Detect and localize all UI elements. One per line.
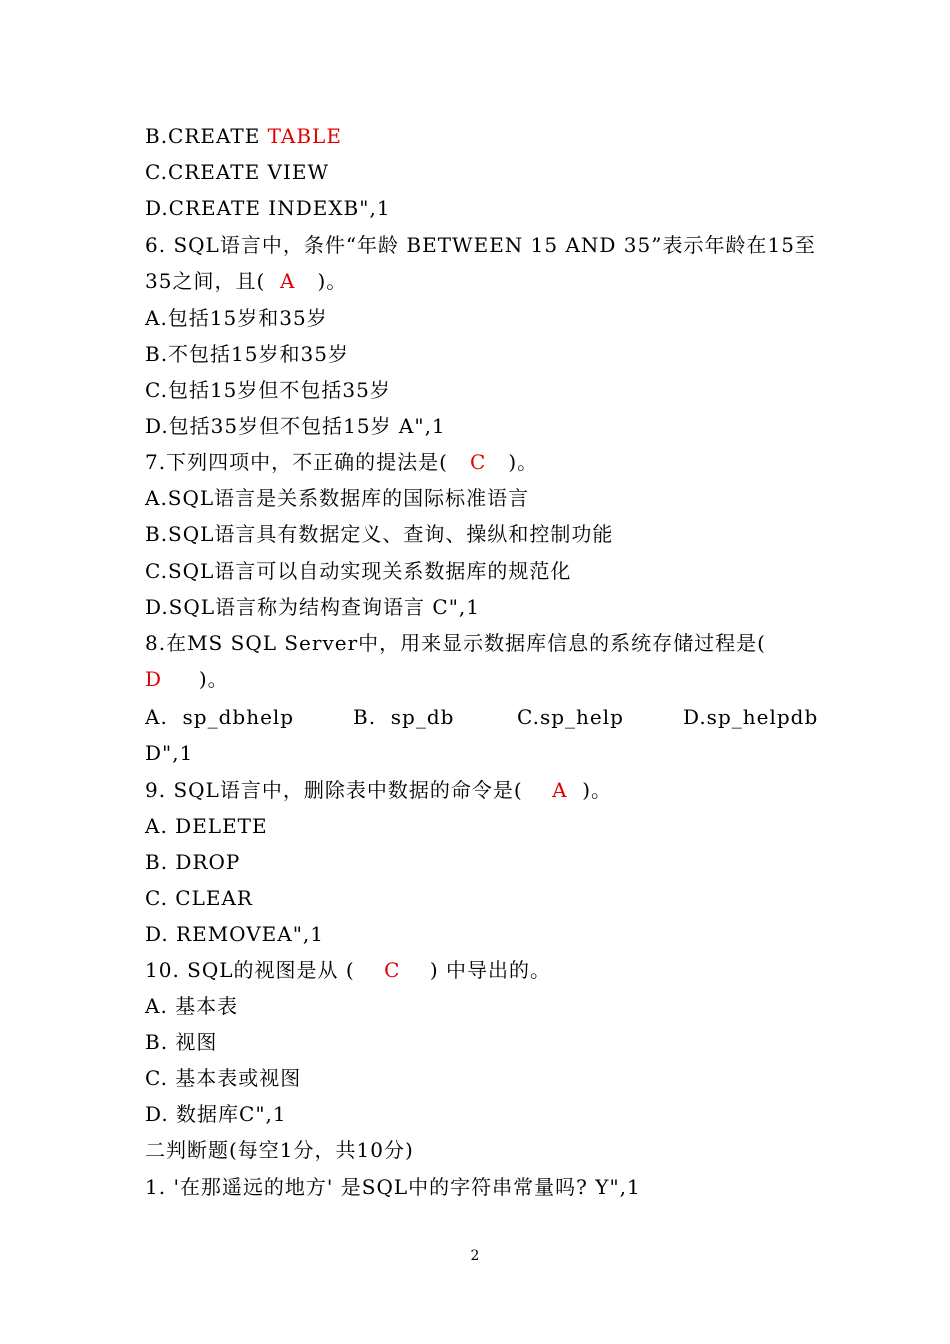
option-c: C.sp_help — [517, 705, 624, 729]
option-line: C.包括15岁但不包括35岁 — [145, 378, 391, 402]
judgment-question-1: 1. '在那遥远的地方' 是SQL中的字符串常量吗? Y",1 — [145, 1175, 641, 1199]
answer-mark: C — [469, 450, 487, 474]
option-line: A.包括15岁和35岁 — [145, 306, 328, 330]
option-line: A.SQL语言是关系数据库的国际标准语言 — [145, 486, 530, 510]
question-text: 9. SQL语言中，删除表中数据的命令是( — [145, 778, 553, 802]
question-7 — [145, 450, 538, 474]
option-line: A. 基本表 — [145, 994, 239, 1018]
option-line: D. 数据库C",1 — [145, 1102, 287, 1126]
option-line: D.CREATE INDEXB",1 — [145, 196, 391, 220]
option-line: B.不包括15岁和35岁 — [145, 342, 349, 366]
question-6: 6. SQL语言中，条件“年龄 BETWEEN 15 AND 35”表示年龄在15至 — [145, 233, 816, 257]
page-number: 2 — [470, 1248, 480, 1264]
option-text: B.CREATE — [145, 124, 268, 148]
option-line: A. DELETE — [145, 814, 268, 838]
option-line: B. 视图 — [145, 1030, 218, 1054]
question-8-cont — [145, 667, 229, 691]
question-6-cont — [145, 269, 347, 293]
red-answer-text: TABLE — [267, 124, 342, 148]
question-text: 7.下列四项中，不正确的提法是( — [145, 450, 470, 474]
option-line: D.SQL语言称为结构查询语言 C",1 — [145, 595, 480, 619]
answer-mark: A — [552, 778, 568, 802]
option-line: C.SQL语言可以自动实现关系数据库的规范化 — [145, 559, 572, 583]
option-line: B. DROP — [145, 850, 241, 874]
question-text: )。 — [486, 450, 539, 474]
answer-mark: D — [145, 667, 163, 691]
option-line: D. REMOVEA",1 — [145, 922, 324, 946]
question-text: )。 — [162, 667, 229, 691]
question-text: 35之间，且( — [145, 269, 280, 293]
option-d: D.sp_helpdb — [683, 705, 819, 729]
question-10 — [145, 958, 551, 982]
option-line: D.包括35岁但不包括15岁 A",1 — [145, 414, 446, 438]
question-text: ) 中导出的。 — [400, 958, 552, 982]
option-line: D",1 — [145, 741, 194, 765]
section-heading: 二判断题(每空1分，共10分) — [145, 1138, 414, 1162]
answer-mark: C — [384, 958, 401, 982]
option-b: B. sp_db — [353, 705, 455, 729]
option-line: B.SQL语言具有数据定义、查询、操纵和控制功能 — [145, 522, 614, 546]
option-a: A. sp_dbhelp — [145, 705, 295, 729]
option-line — [145, 124, 342, 148]
question-text: 10. SQL的视图是从 ( — [145, 958, 385, 982]
option-line: C. CLEAR — [145, 886, 253, 910]
answer-mark: A — [279, 269, 296, 293]
question-text: )。 — [567, 778, 613, 802]
option-line: C. 基本表或视图 — [145, 1066, 302, 1090]
question-text: )。 — [295, 269, 348, 293]
question-8: 8.在MS SQL Server中，用来显示数据库信息的系统存储过程是( — [145, 631, 766, 655]
option-line: C.CREATE VIEW — [145, 160, 330, 184]
question-9 — [145, 778, 612, 802]
